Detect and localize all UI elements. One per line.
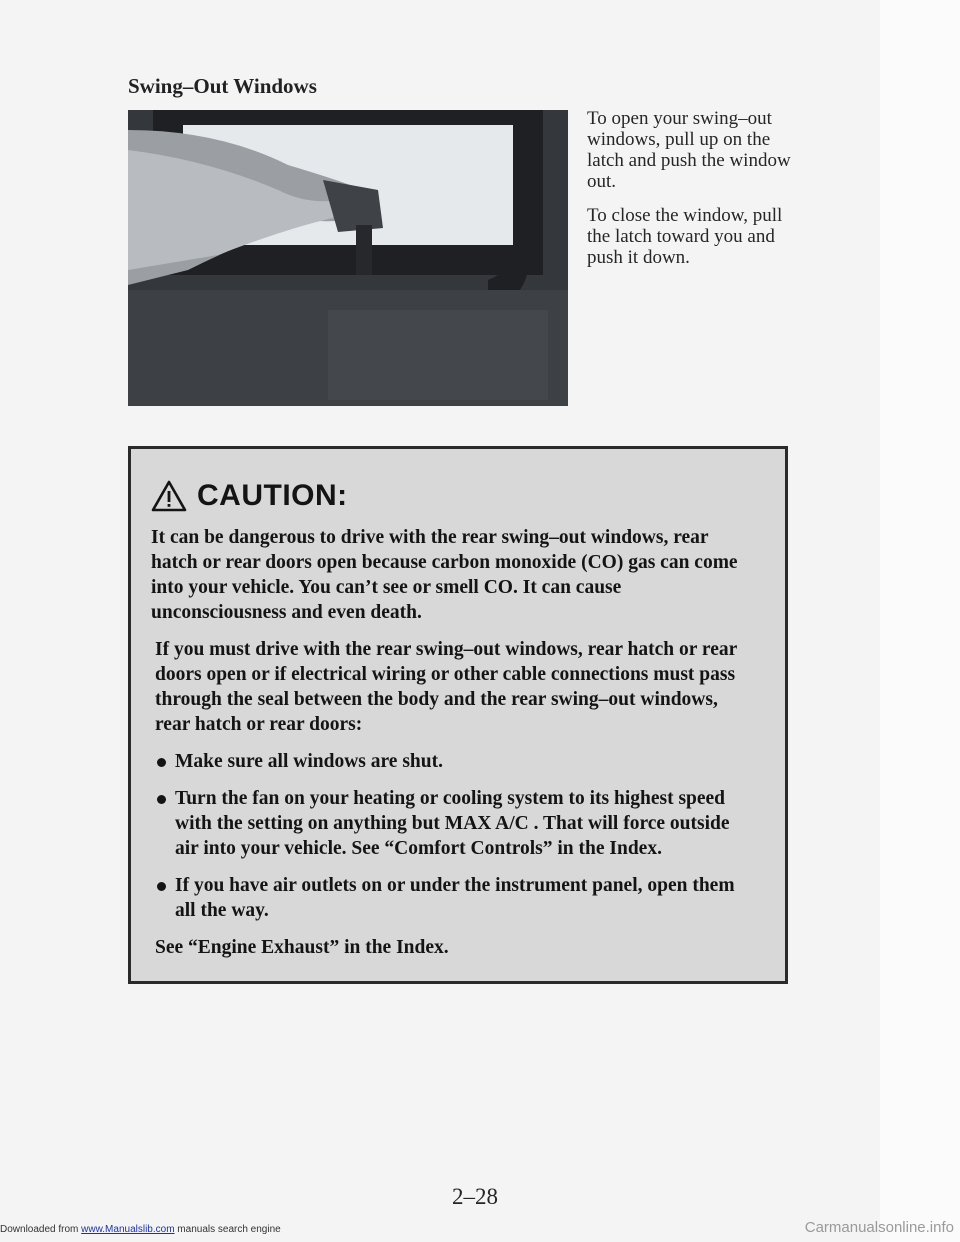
bullet-icon xyxy=(157,882,166,891)
warning-triangle-icon xyxy=(151,480,187,512)
footer-suffix: manuals search engine xyxy=(174,1224,281,1235)
caution-header xyxy=(151,479,755,513)
bullet-text: Make sure all windows are shut. xyxy=(175,751,443,772)
download-footer xyxy=(0,1224,281,1235)
page-edge xyxy=(880,0,960,1242)
bullet-text: Turn the fan on your heating or cooling system to its highest speed with the setting on anything but MAX A/C . That will force outside air into your vehicle. See “Comfort Controls” in the Index. xyxy=(175,788,730,859)
open-instructions: To open your swing–out windows, pull up on the latch and push the window out. xyxy=(587,108,791,192)
caution-bullet-list xyxy=(151,749,755,923)
footer-prefix: Downloaded from xyxy=(0,1224,82,1235)
bullet-text: If you have air outlets on or under the instrument panel, open them all the way. xyxy=(175,875,735,921)
page-number: 2–28 xyxy=(452,1184,498,1209)
bullet-item xyxy=(155,749,755,774)
manualslib-link[interactable]: www.Manualslib.com xyxy=(81,1224,175,1235)
bullet-icon xyxy=(157,758,166,767)
bullet-icon xyxy=(157,795,166,804)
bullet-item xyxy=(155,786,755,861)
section-heading: Swing–Out Windows xyxy=(128,74,317,98)
window-latch-photo xyxy=(128,110,568,406)
caution-box xyxy=(128,446,788,984)
caution-paragraph-2: If you must drive with the rear swing–out windows, rear hatch or rear doors open or if electrical wiring or other cable connections must pass through the seal between the body and the rear swing–out windows, rear hatch or rear doors: xyxy=(155,639,737,735)
watermark-footer: Carmanualsonline.info xyxy=(804,1219,954,1236)
close-instructions: To close the window, pull the latch toward you and push it down. xyxy=(587,205,783,268)
bullet-item xyxy=(155,873,755,923)
caution-title: CAUTION: xyxy=(197,479,348,512)
photo-illustration xyxy=(128,110,568,406)
caution-closing: See “Engine Exhaust” in the Index. xyxy=(155,937,449,958)
side-text xyxy=(587,108,792,281)
caution-paragraph-1: It can be dangerous to drive with the rear swing–out windows, rear hatch or rear doors open because carbon monoxide (CO) gas can come into your vehicle. You can’t see or smell CO. It can cause unconsciousness and even death. xyxy=(151,527,738,623)
